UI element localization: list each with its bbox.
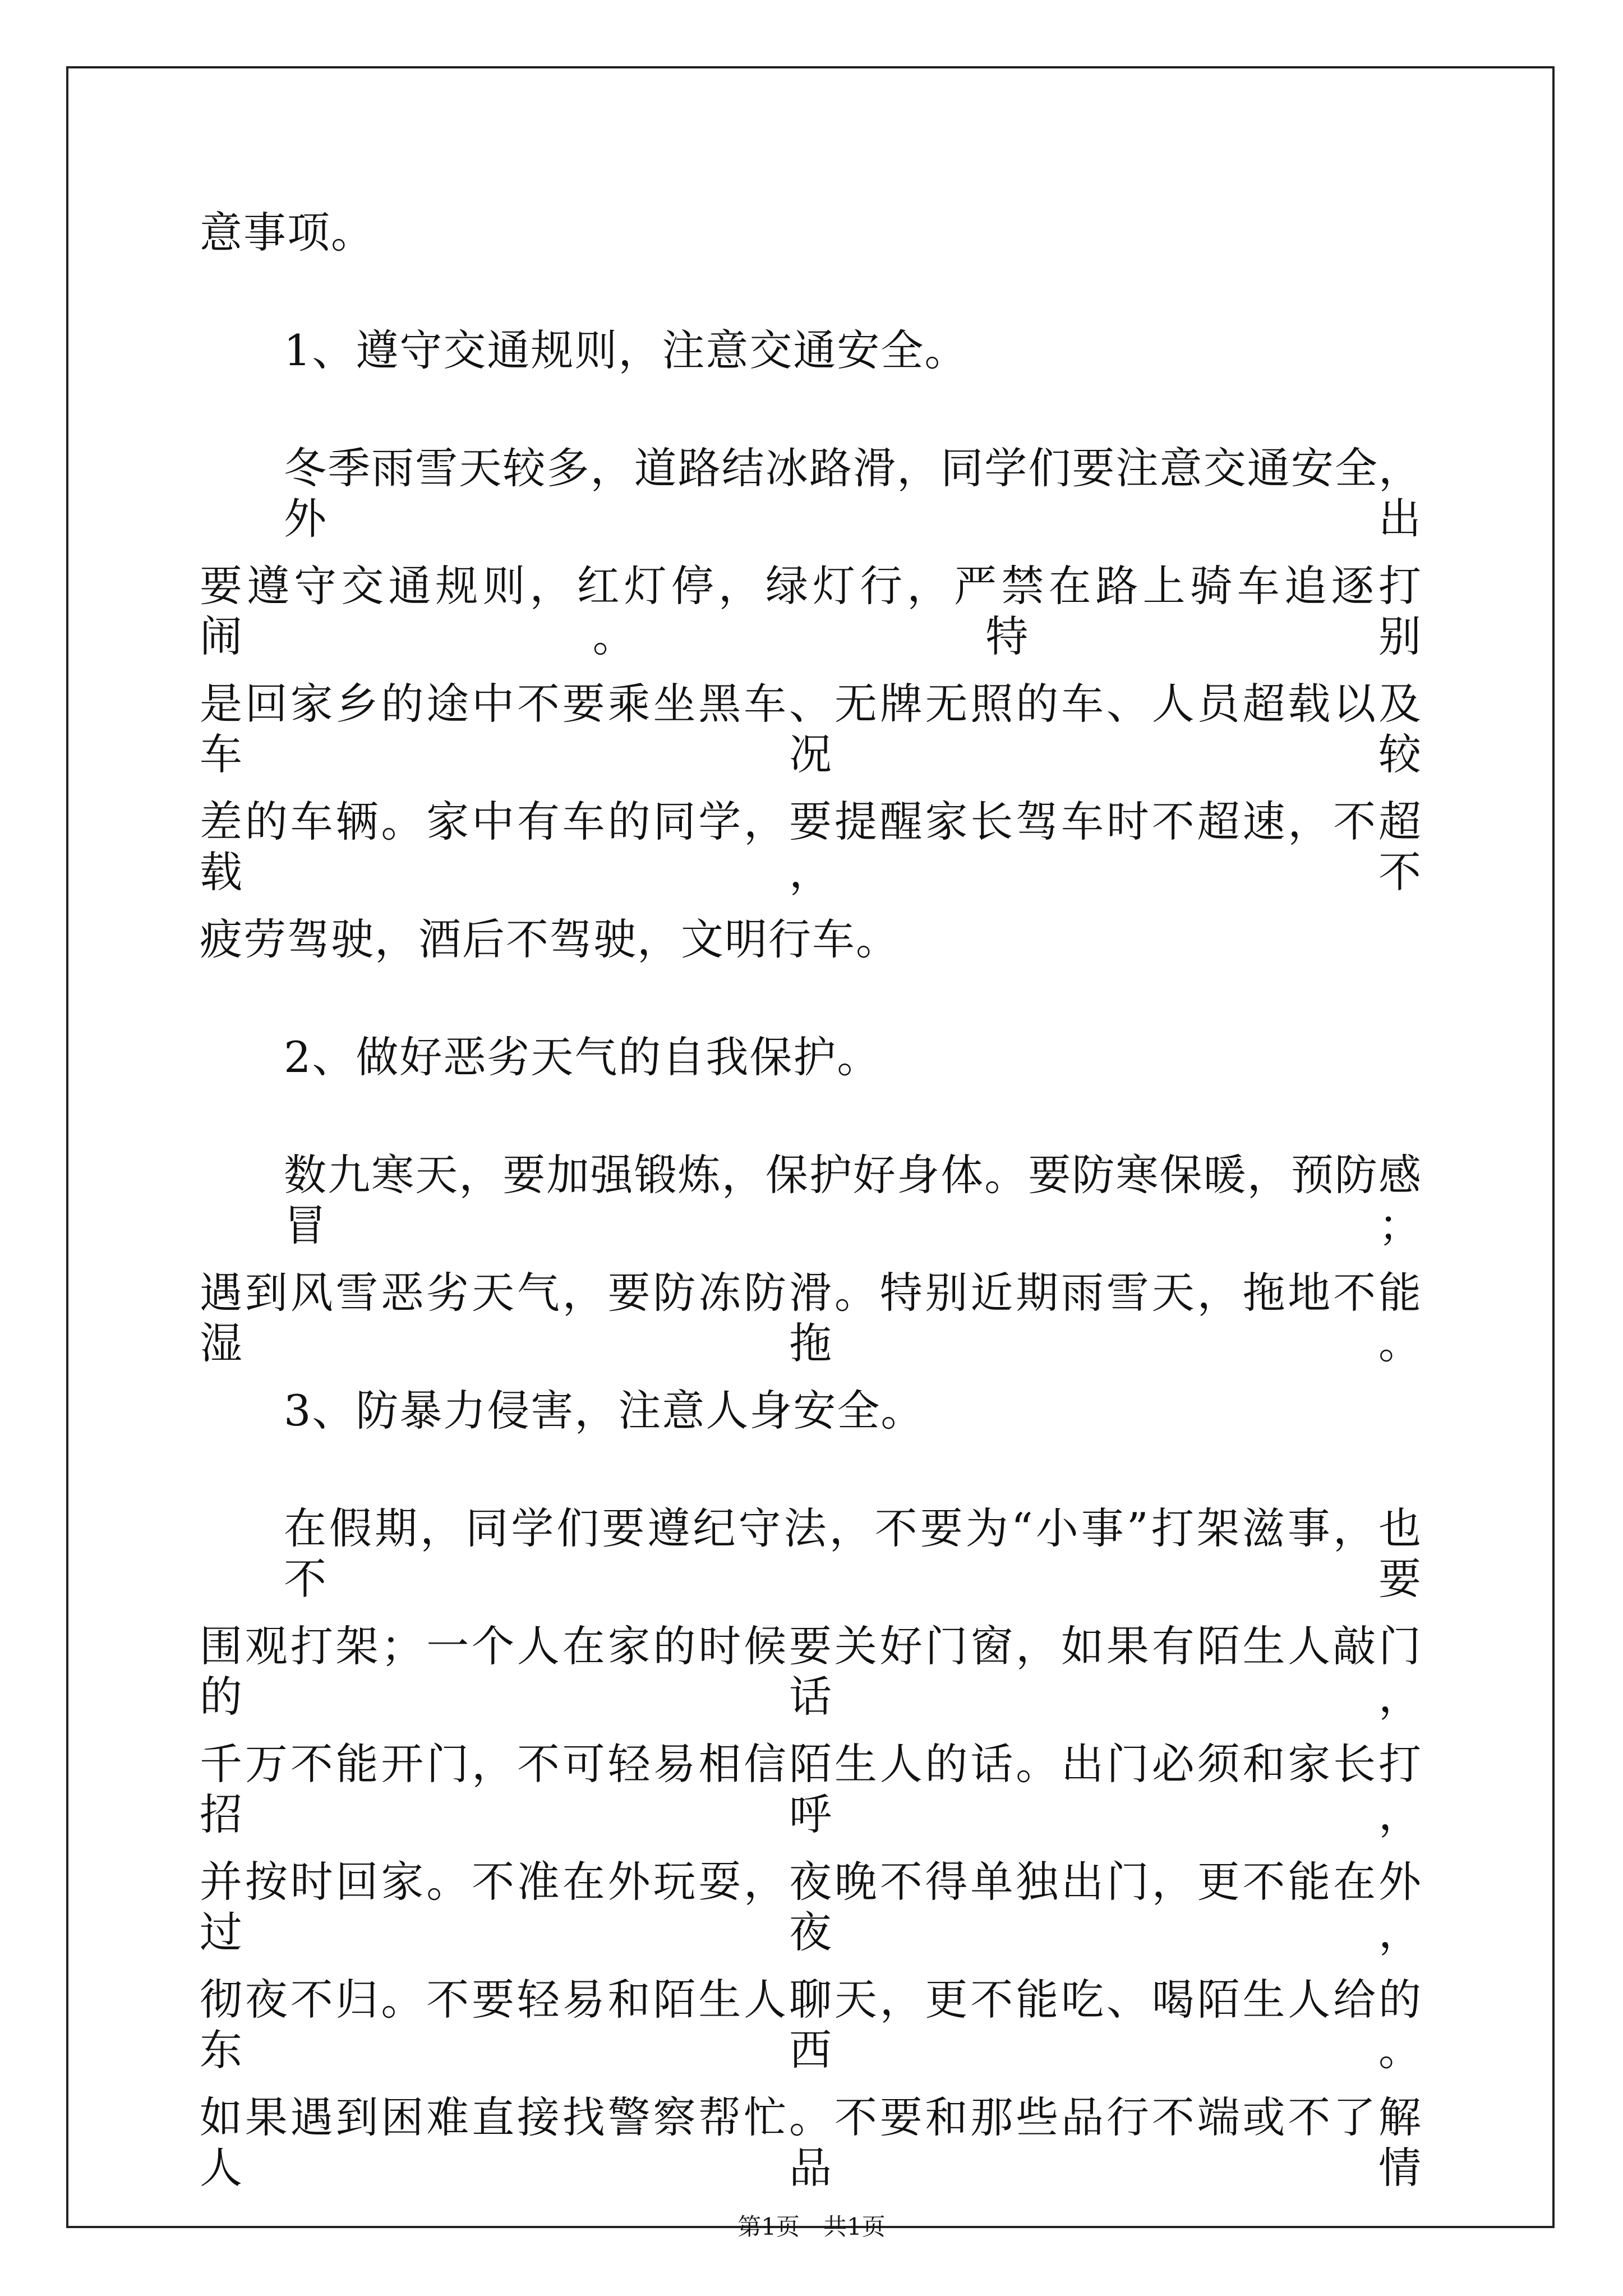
text-line-4: 要遵守交通规则，红灯停，绿灯行，严禁在路上骑车追逐打闹。特别 (200, 561, 1422, 661)
page-number-footer: 第1页 共1页 (737, 2213, 886, 2240)
text-line-6: 差的车辆。家中有车的同学，要提醒家长驾车时不超速，不超载，不 (200, 797, 1422, 897)
text-line-17: 如果遇到困难直接找警察帮忙。不要和那些品行不端或不了解人品情 (200, 2092, 1422, 2193)
text-line-12: 在假期，同学们要遵纪守法，不要为“小事”打架滋事，也不要 (284, 1503, 1422, 1604)
text-line-15: 并按时回家。不准在外玩耍，夜晚不得单独出门，更不能在外过夜， (200, 1857, 1422, 1957)
text-line-1: 意事项。 (200, 208, 375, 257)
text-line-9: 数九寒天，要加强锻炼，保护好身体。要防寒保暖，预防感冒； (284, 1150, 1422, 1250)
text-line-10: 遇到风雪恶劣天气，要防冻防滑。特别近期雨雪天，拖地不能湿拖。 (200, 1268, 1422, 1368)
text-line-5: 是回家乡的途中不要乘坐黑车、无牌无照的车、人员超载以及车况较 (200, 679, 1422, 779)
text-line-3: 冬季雨雪天较多，道路结冰路滑，同学们要注意交通安全，外出 (284, 443, 1422, 544)
text-line-16: 彻夜不归。不要轻易和陌生人聊天，更不能吃、喝陌生人给的东西。 (200, 1975, 1422, 2075)
heading-weather-protection: 2、做好恶劣天气的自我保护。 (284, 1032, 881, 1082)
heading-traffic-safety: 1、遵守交通规则，注意交通安全。 (284, 325, 969, 375)
heading-personal-safety: 3、防暴力侵害，注意人身安全。 (284, 1386, 925, 1435)
text-line-13: 围观打架；一个人在家的时候要关好门窗，如果有陌生人敲门的话， (200, 1621, 1422, 1722)
text-line-14: 千万不能开门，不可轻易相信陌生人的话。出门必须和家长打招呼， (200, 1739, 1422, 1839)
text-line-7: 疲劳驾驶，酒后不驾驶，文明行车。 (200, 914, 900, 964)
